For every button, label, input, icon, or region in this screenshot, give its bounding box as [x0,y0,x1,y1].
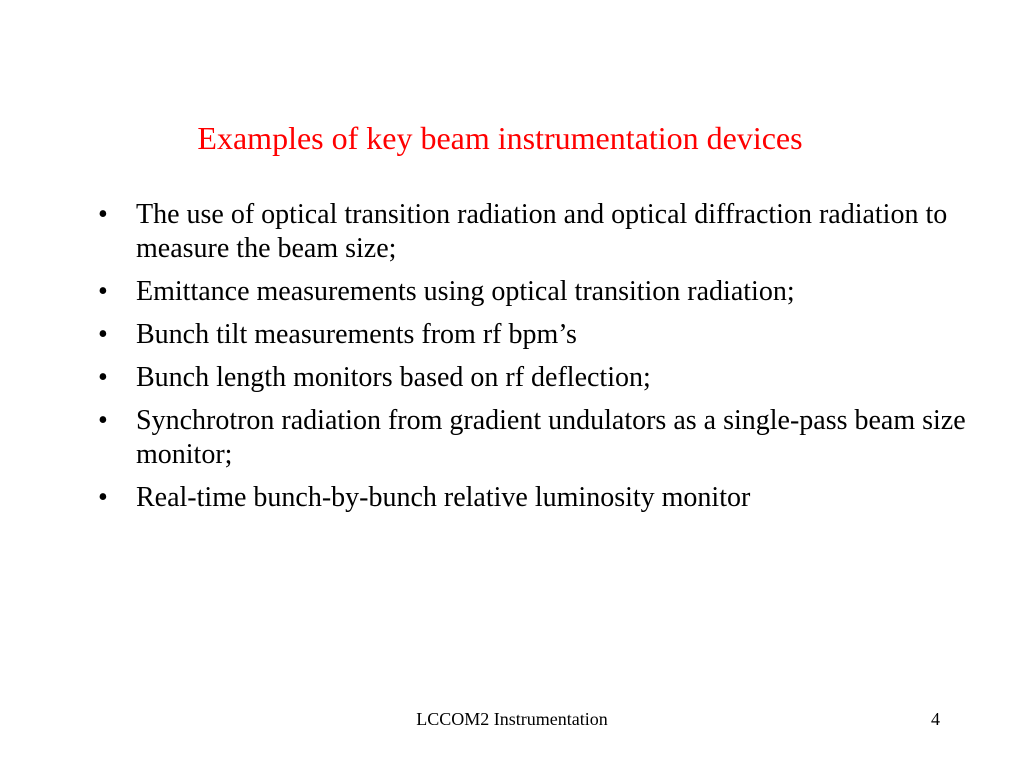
bullet-item [98,275,978,309]
bullet-text: Real-time bunch-by-bunch relative luminosity monitor [136,482,751,513]
bullet-dot-icon: • [98,276,108,307]
bullet-text: Emittance measurements using optical transition radiation; [136,276,795,307]
bullet-dot-icon: • [98,319,108,350]
bullet-dot-icon: • [98,199,108,230]
bullet-text: Bunch tilt measurements from rf bpm’s [136,319,577,350]
page-number: 4 [931,709,940,729]
bullet-item [98,361,978,395]
bullet-text: Synchrotron radiation from gradient undulators as a single-pass beam size monitor; [136,405,966,470]
footer-text: LCCOM2 Instrumentation [416,709,608,729]
bullet-item [98,318,978,352]
bullet-item [98,404,978,472]
slide-title: Examples of key beam instrumentation devices [197,120,803,156]
bullet-item [98,198,978,266]
bullet-text: Bunch length monitors based on rf deflection; [136,362,651,393]
bullet-dot-icon: • [98,362,108,393]
bullet-text: The use of optical transition radiation and optical diffraction radiation to measure the beam size; [136,199,948,264]
bullet-item [98,481,978,515]
bullet-list [98,198,978,524]
bullet-dot-icon: • [98,482,108,513]
bullet-dot-icon: • [98,405,108,436]
